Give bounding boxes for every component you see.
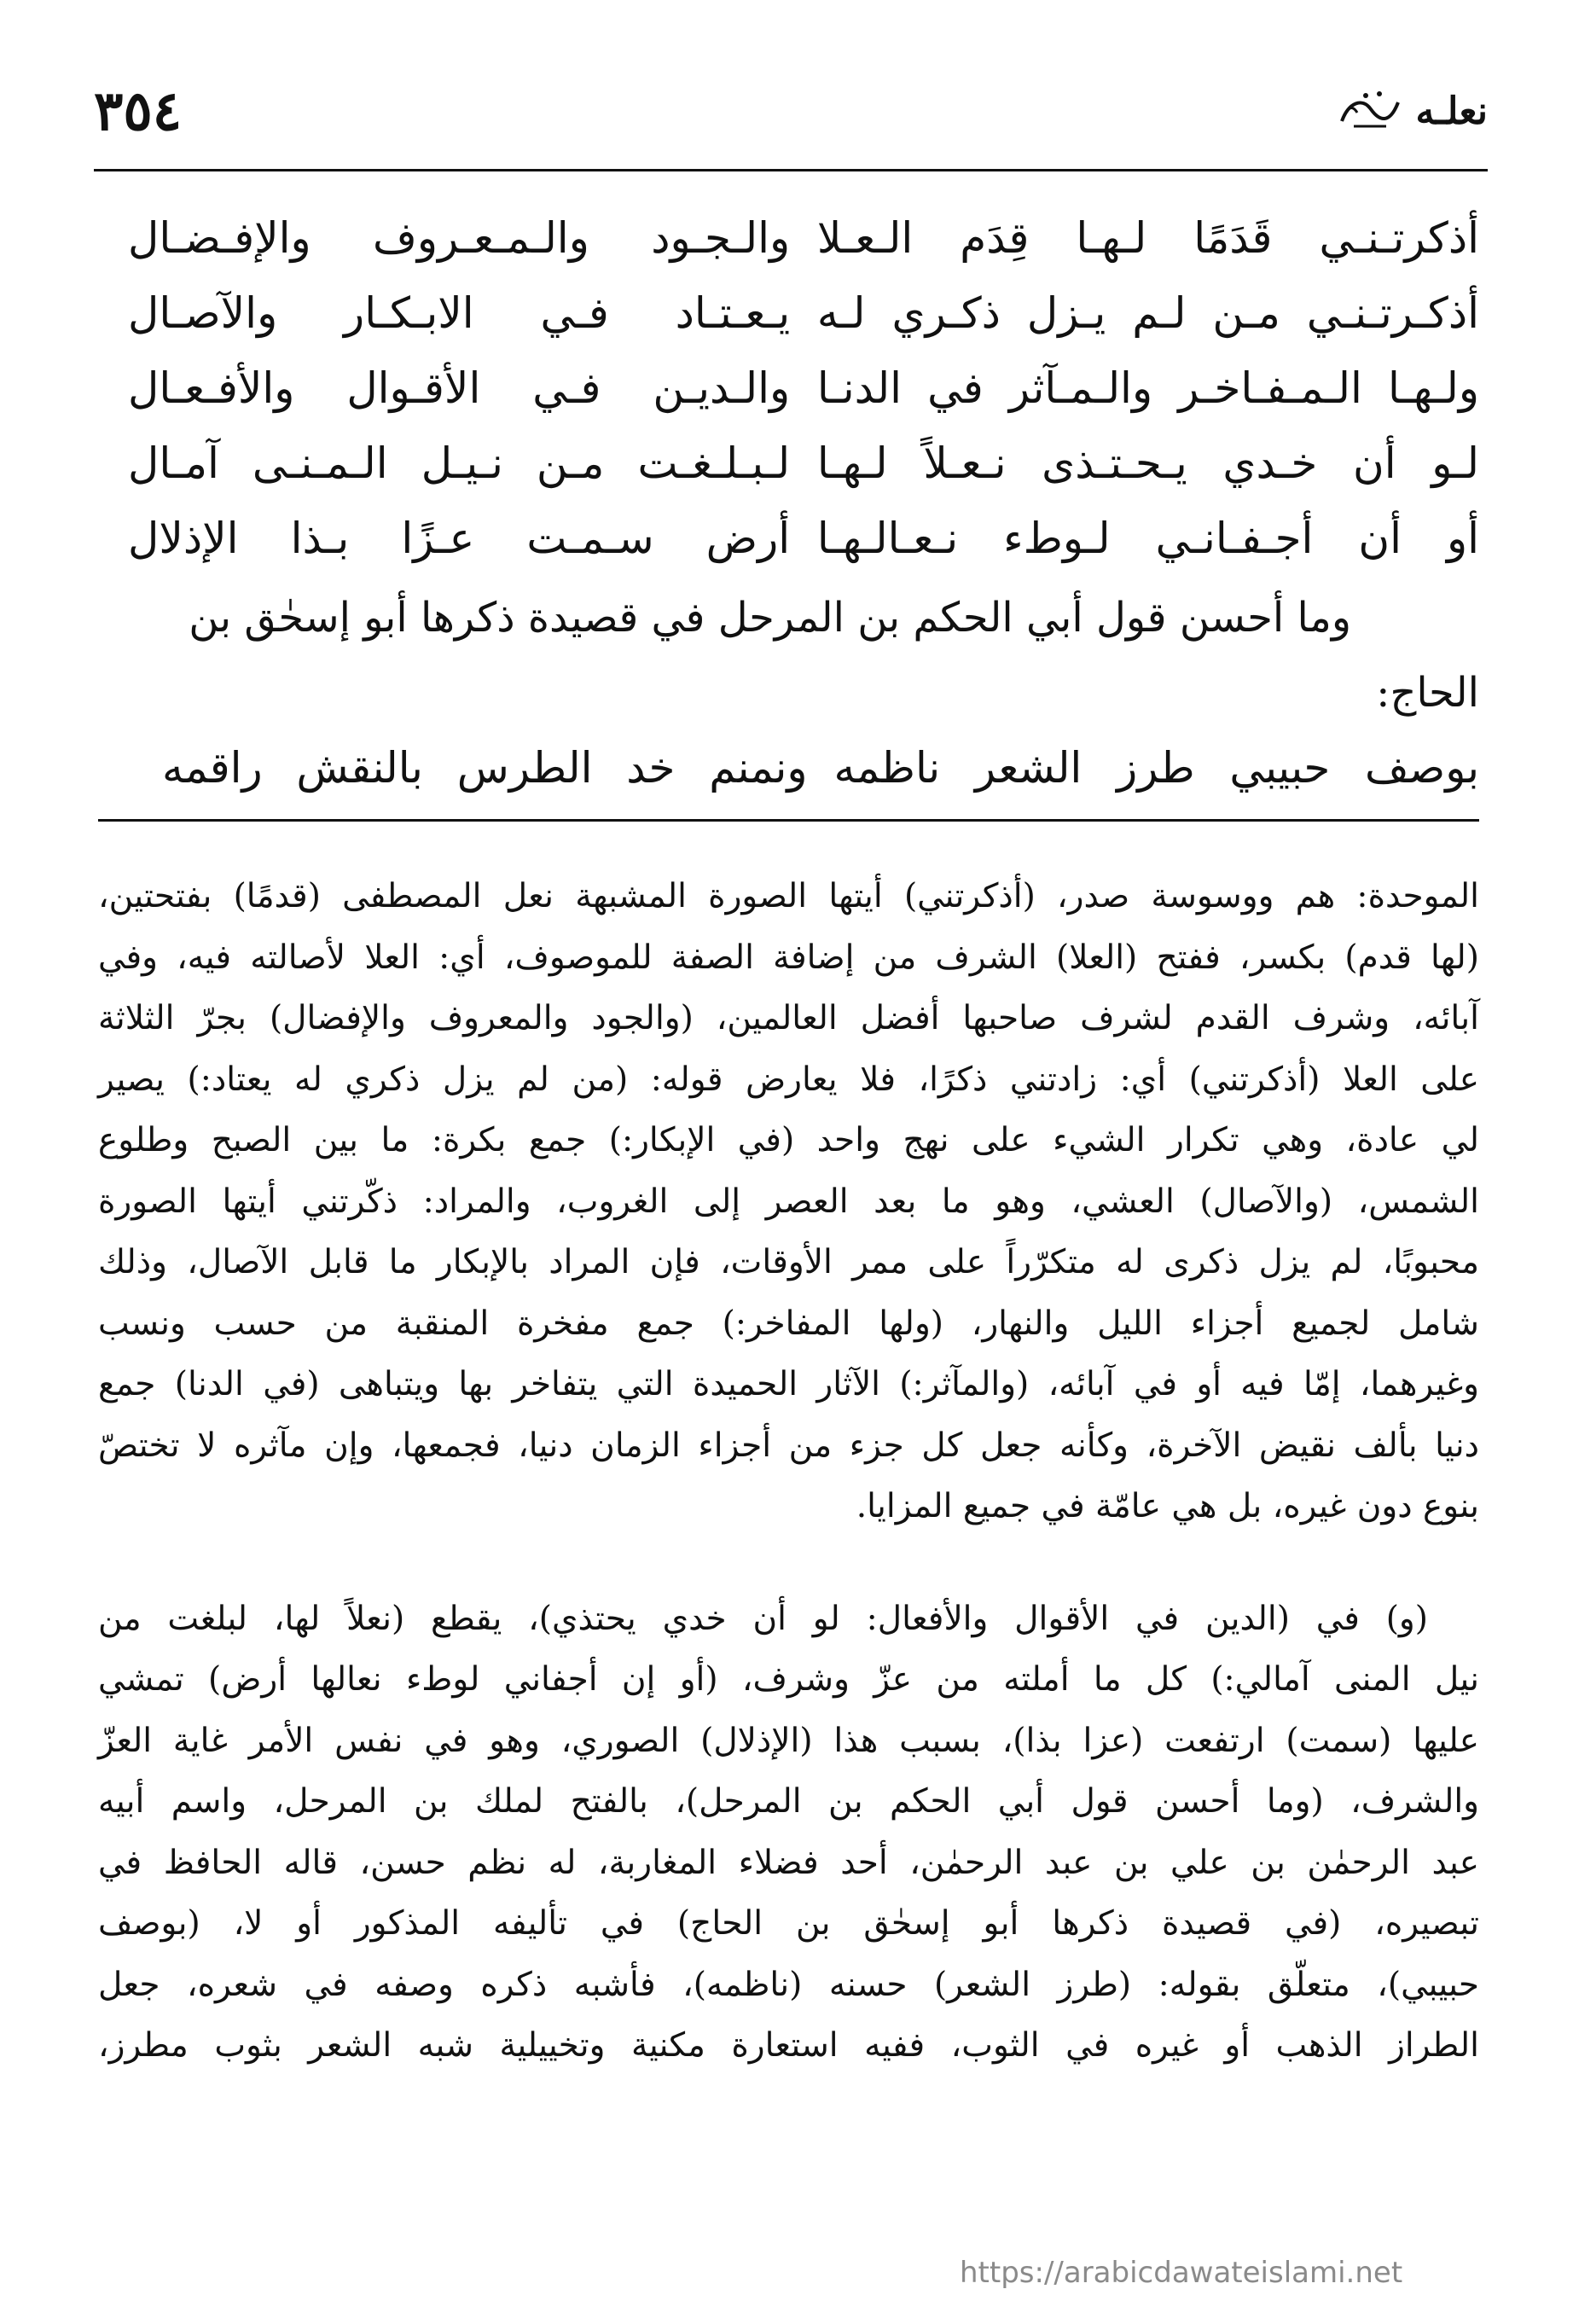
commentary-line: على العلا (أذكرتني) أي: زادتني ذكرًا، فلا يعارض قوله: (من لم يزل ذكري له يعتاد:) يصير (98, 1060, 1479, 1099)
commentary-line: شامل لجميع أجزاء الليل والنهار، (ولها المفاخر:) جمع مفخرة المنقبة من حسب ونسب (98, 1304, 1479, 1343)
commentary-line: (و) في (الدين في الأقوال والأفعال: لو أن خدي يحتذي)، يقطع (نعلاً لها، لبلغت من (98, 1599, 1428, 1638)
source-watermark: https://arabicdawateislami.net (960, 2256, 1403, 2290)
hemistich-right: ولـهـا الـمـفـاخـر والـمـآثر في الدنـا (816, 363, 1479, 413)
hemistich-left: والـجـود والـمـعـروف والإفـضـال (128, 213, 791, 263)
running-title (1337, 87, 1488, 135)
hemistich-right: بوصف حبيبي طرز الشعر ناظمه (833, 743, 1479, 793)
intro-paragraph (98, 580, 1479, 730)
verse-line (128, 426, 1479, 501)
section-divider (98, 819, 1479, 822)
hemistich-left: والـديـن فـي الأقـوال والأفـعـال (128, 363, 791, 413)
hemistich-left: لـبـلـغـت مـن نـيـل الـمـنـى آمـال (128, 439, 791, 488)
intro-line: الحاج: (1376, 669, 1479, 717)
verse-line (162, 734, 1479, 802)
commentary-line: الشمس، (والآصال) العشي، وهو ما بعد العصر إلى الغروب، والمراد: ذكّرتني أيتها الصورة (98, 1182, 1479, 1221)
hemistich-left: أرض سـمـت عـزًا بـذا الإذلال (128, 514, 791, 563)
commentary-line: حبيبي)، متعلّق بقوله: (طرز الشعر) حسنه (ناظمه)، فأشبه ذكره وصفه في شعره، جعل (98, 1965, 1479, 2004)
hemistich-right: أو أن أجـفـانـي لـوطء نـعـالـهـا (816, 514, 1479, 563)
commentary-line: محبوبًا، لم يزل ذكرى له متكرّراً على ممر الأوقات، فإن المراد بالإبكار ما قابل الآصال، وذلك (98, 1243, 1479, 1281)
hemistich-right: أذكرتـنـي قَدَمًا لـهـا قِدَم الـعـلا (816, 213, 1479, 263)
intro-line: وما أحسن قول أبي الحكم بن المرحل في قصيدة ذكرها أبو إسحٰق بن (189, 594, 1351, 642)
commentary-paragraph (98, 1589, 1479, 2077)
verse-line (128, 276, 1479, 351)
verse-line (128, 351, 1479, 426)
page-number: ٣٥٤ (94, 78, 183, 143)
commentary-line: الطراز الذهب أو غيره في الثوب، ففيه استعارة مكنية وتخييلية شبه الشعر بثوب مطرز، (98, 2026, 1479, 2065)
commentary-line: تبصيره، (في قصيدة ذكرها أبو إسحٰق بن الحاج) في تأليفه المذكور أو لا، (بوصف (98, 1904, 1479, 1943)
commentary-line: لي عادة، وهي تكرار الشيء على نهج واحد (في الإبكار:) جمع بكرة: ما بين الصبح وطلوع (98, 1121, 1479, 1159)
commentary-block (98, 866, 1479, 2077)
hemistich-right: لـو أن خـدي يـحـتـذى نـعـلاً لـهـا (816, 439, 1479, 488)
commentary-line: بنوع دون غيره، بل هي عامّة في جميع المزايا. (856, 1487, 1479, 1525)
page-header (94, 60, 1488, 162)
commentary-line: عليها (سمت) ارتفعت (عزا بذا)، بسبب هذا (الإذلال) الصوري، وهو في نفس الأمر غاية العزّ (98, 1721, 1479, 1760)
commentary-line: وغيرهما، إمّا فيه أو في آبائه، (والمآثر:) الآثار الحميدة التي يتفاخر بها ويتباهى (في الدنا) جمع (98, 1365, 1479, 1403)
hemistich-left: يـعـتـاد فـي الابـكـار والآصـال (128, 288, 791, 338)
commentary-line: والشرف، (وما أحسن قول أبي الحكم بن المرحل)، بالفتح لملك بن المرحل، واسم أبيه (98, 1782, 1479, 1821)
commentary-line: دنيا بألف نقيض الآخرة، وكأنه جعل كل جزء من أجزاء الزمان دنيا، فجمعها، وإن مآثره لا تختصّ (98, 1426, 1479, 1465)
verse-line (128, 501, 1479, 576)
commentary-paragraph (98, 866, 1479, 1537)
commentary-line: الموحدة: هم ووسوسة صدر، (أذكرتني) أيتها الصورة المشبهة نعل المصطفى (قدمًا) بفتحتين، (98, 877, 1479, 915)
hemistich-left: ونمنم خد الطرس بالنقش راقمه (162, 743, 808, 793)
header-divider (94, 169, 1488, 171)
poem-block (128, 200, 1479, 576)
verse-line (128, 200, 1479, 276)
commentary-line: عبد الرحمٰن بن علي بن عبد الرحمٰن، أحد فضلاء المغاربة، له نظم حسن، قاله الحافظ في (98, 1843, 1479, 1882)
commentary-line: آبائه، وشرف القدم لشرف صاحبها أفضل العالمين، (والجود والمعروف والإفضال) بجرّ الثلاثة (98, 999, 1479, 1037)
quoted-verse (162, 734, 1479, 802)
running-title-text: نعلـه (1415, 89, 1488, 133)
hemistich-right: أذكـرتـنـي مـن لـم يـزل ذكـري لـه (816, 288, 1479, 338)
commentary-line: نيل المنى آمالي:) كل ما أملته من عزّ وشرف، (أو إن أجفاني لوطء نعالها أرض) تمشي (98, 1660, 1479, 1699)
honorific-calligraphy-icon (1337, 87, 1403, 135)
commentary-line: (لها قدم) بكسر، ففتح (العلا) الشرف من إضافة الصفة للموصوف، أي: العلا لأصالته فيه، وفي (98, 938, 1479, 977)
